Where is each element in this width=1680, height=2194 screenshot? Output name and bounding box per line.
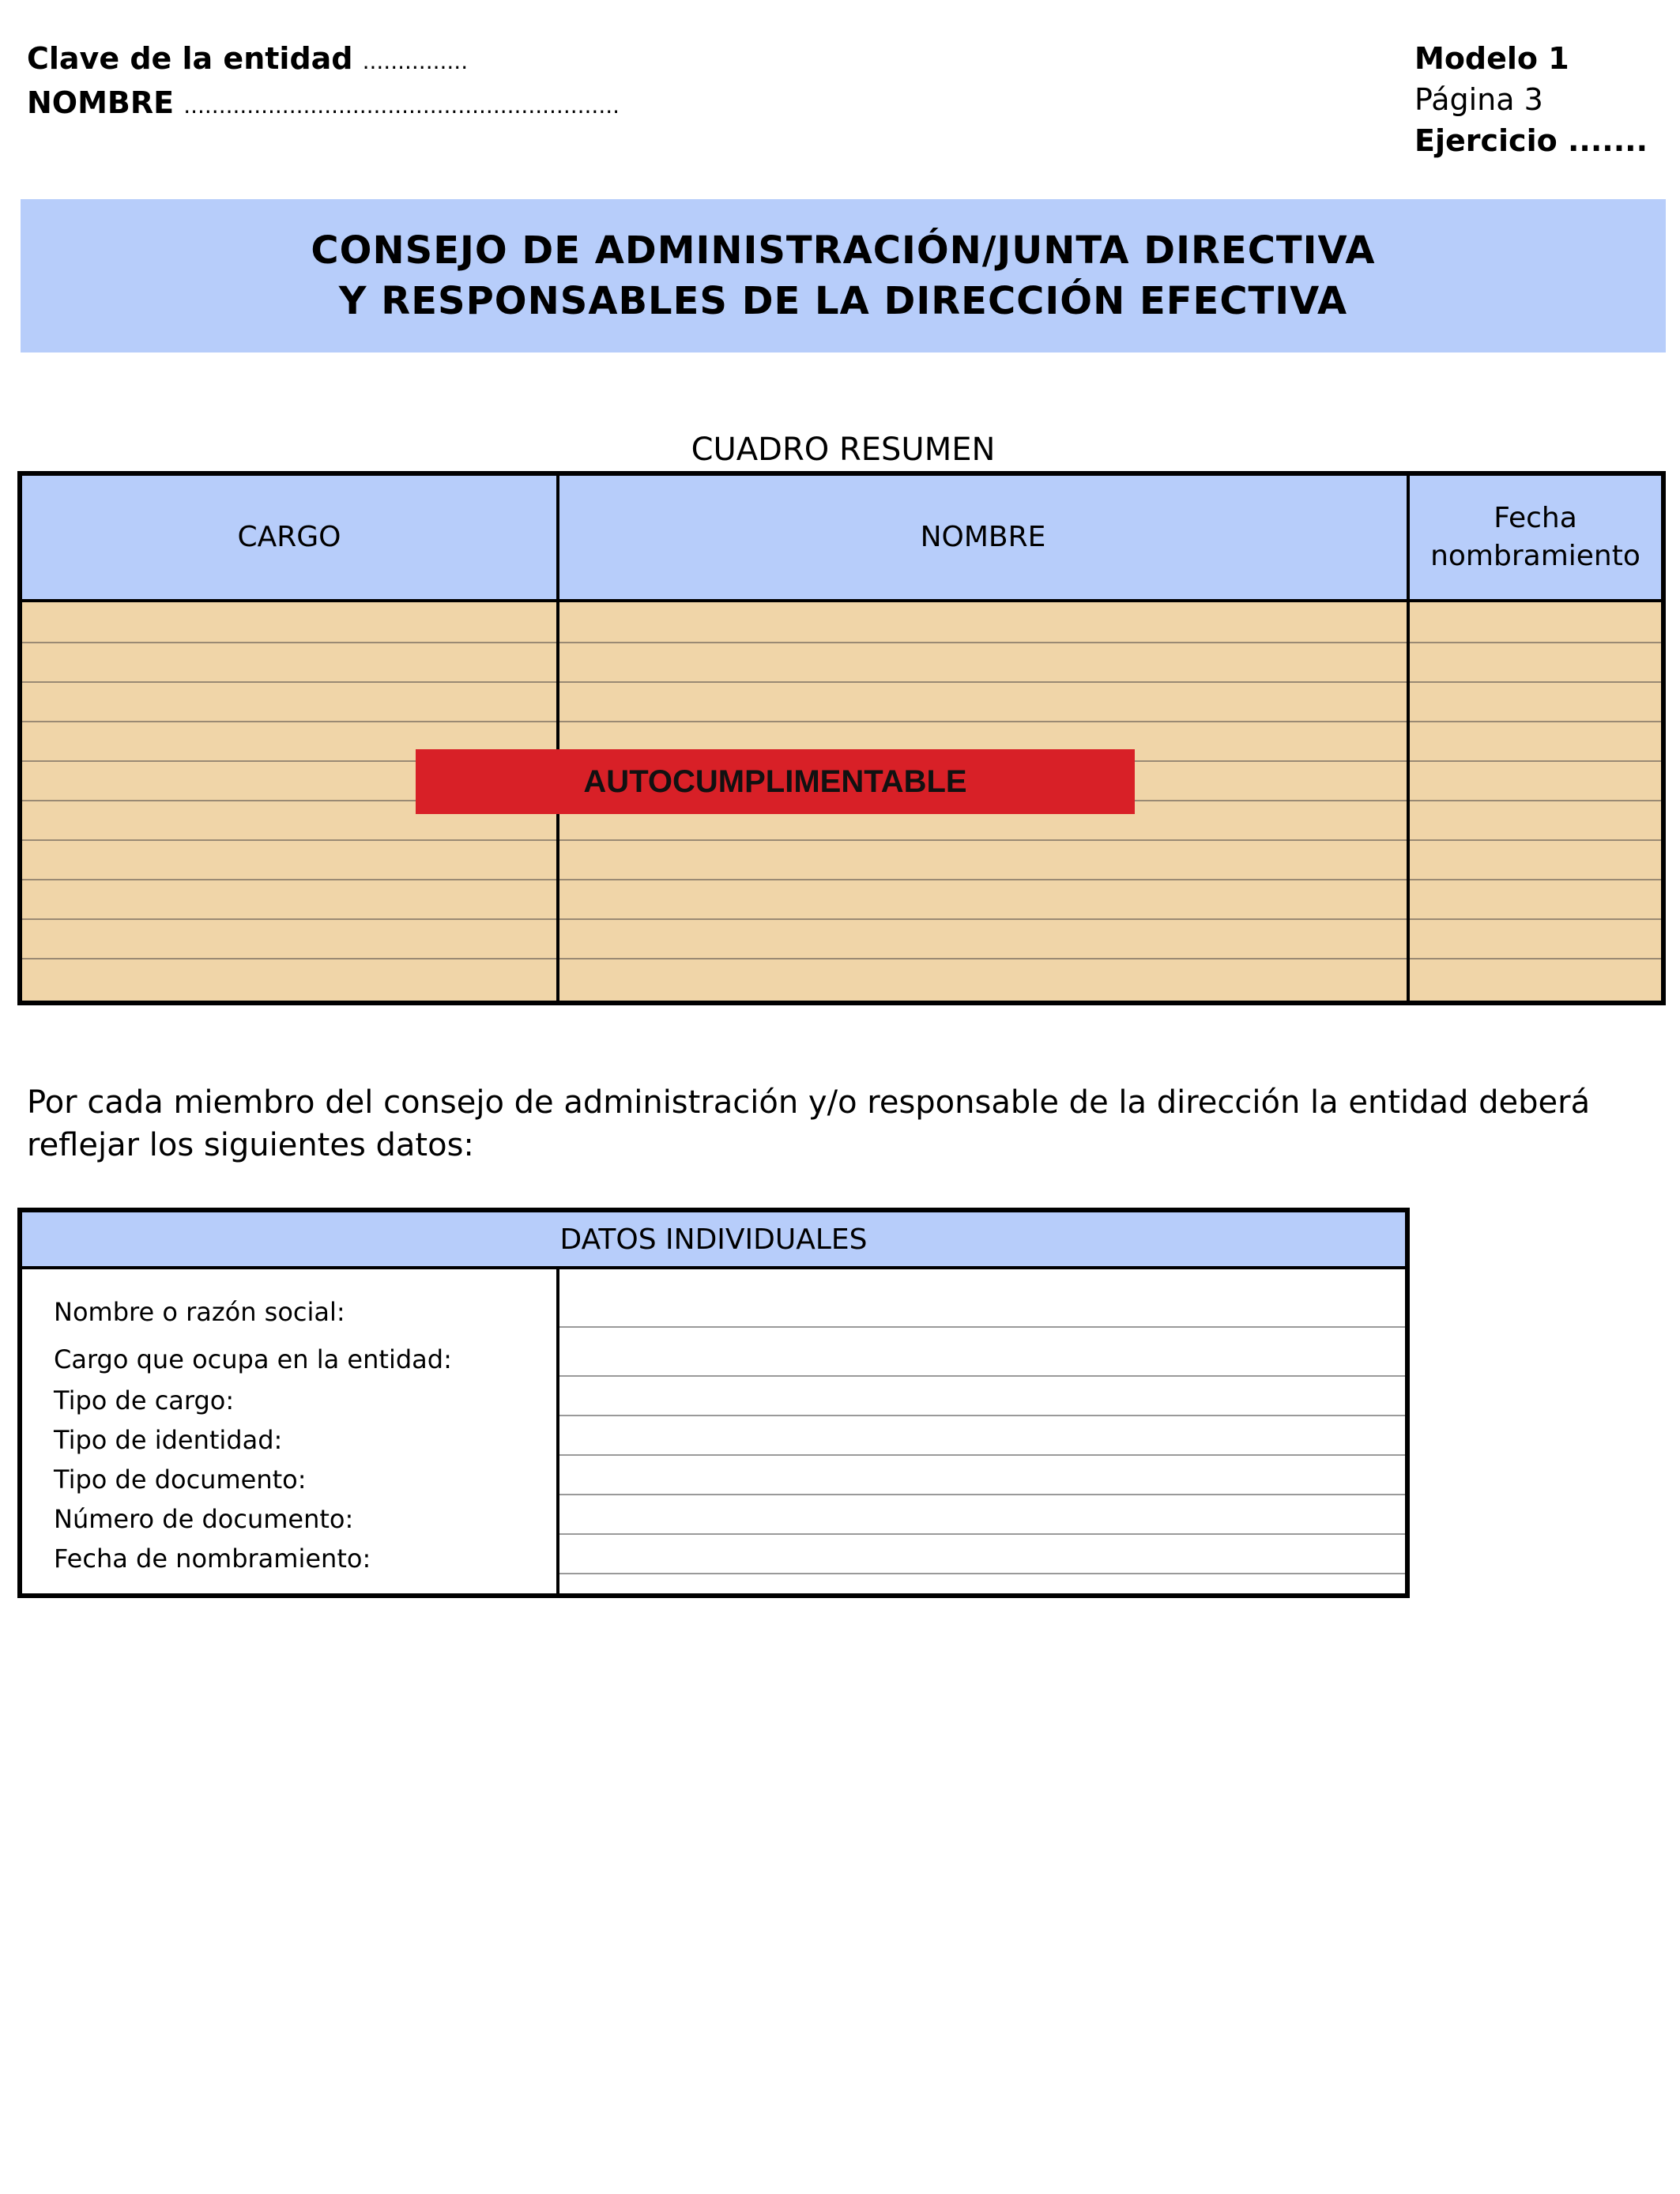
ejercicio-label: Ejercicio bbox=[1414, 123, 1558, 158]
field-input-line[interactable] bbox=[559, 1375, 1405, 1377]
row-divider bbox=[22, 642, 1661, 643]
summary-title: CUADRO RESUMEN bbox=[691, 432, 996, 468]
field-label-tipo-cargo: Tipo de cargo: bbox=[54, 1385, 235, 1416]
field-label-nombre: Nombre o razón social: bbox=[54, 1297, 345, 1327]
field-input-line[interactable] bbox=[559, 1326, 1405, 1328]
datos-column-divider bbox=[556, 1269, 559, 1593]
pagina-label: Página 3 bbox=[1414, 82, 1543, 117]
summary-header-row bbox=[22, 476, 1661, 602]
col-fecha-line2: nombramiento bbox=[1430, 540, 1640, 572]
nombre-row bbox=[27, 82, 620, 126]
nombre-dots: .............................................................. bbox=[183, 92, 620, 119]
field-input-line[interactable] bbox=[559, 1533, 1405, 1535]
row-divider bbox=[22, 918, 1661, 920]
banner-title-line2: Y RESPONSABLES DE LA DIRECCIÓN EFECTIVA bbox=[338, 279, 1348, 323]
entity-header bbox=[27, 38, 620, 126]
field-input-line[interactable] bbox=[559, 1454, 1405, 1456]
title-banner bbox=[21, 199, 1666, 352]
nombre-label: NOMBRE bbox=[27, 85, 175, 120]
field-input-line[interactable] bbox=[559, 1494, 1405, 1495]
column-divider bbox=[556, 476, 559, 1001]
field-label-cargo: Cargo que ocupa en la entidad: bbox=[54, 1344, 452, 1374]
row-divider bbox=[22, 879, 1661, 880]
banner-title-line1: CONSEJO DE ADMINISTRACIÓN/JUNTA DIRECTIVA bbox=[311, 228, 1376, 273]
model-header bbox=[1414, 38, 1648, 161]
clave-row bbox=[27, 38, 620, 82]
clave-dots: ............... bbox=[362, 48, 469, 74]
datos-individuales-table bbox=[17, 1208, 1410, 1598]
row-divider bbox=[22, 958, 1661, 959]
field-label-tipo-identidad: Tipo de identidad: bbox=[54, 1425, 283, 1455]
row-divider bbox=[22, 721, 1661, 722]
autocumplimentable-stamp: AUTOCUMPLIMENTABLE bbox=[416, 749, 1135, 814]
col-fecha-header bbox=[1410, 476, 1661, 599]
clave-label: Clave de la entidad bbox=[27, 41, 353, 76]
field-label-fecha-nombramiento: Fecha de nombramiento: bbox=[54, 1544, 371, 1574]
field-label-numero-documento: Número de documento: bbox=[54, 1504, 354, 1534]
col-fecha-line1: Fecha bbox=[1494, 502, 1577, 534]
field-label-tipo-documento: Tipo de documento: bbox=[54, 1465, 307, 1495]
summary-table bbox=[17, 471, 1666, 1005]
ejercicio-dots: ....... bbox=[1567, 123, 1648, 158]
col-nombre-header: NOMBRE bbox=[920, 521, 1046, 553]
datos-header: DATOS INDIVIDUALES bbox=[22, 1212, 1405, 1269]
column-divider bbox=[1407, 476, 1410, 1001]
field-input-line[interactable] bbox=[559, 1573, 1405, 1574]
modelo-label: Modelo 1 bbox=[1414, 41, 1569, 76]
field-input-line[interactable] bbox=[559, 1415, 1405, 1416]
row-divider bbox=[22, 681, 1661, 683]
col-cargo-header: CARGO bbox=[237, 521, 341, 553]
ejercicio-row bbox=[1414, 120, 1648, 161]
row-divider bbox=[22, 839, 1661, 841]
instructions-text: Por cada miembro del consejo de administración y/o responsable de la dirección la entidad deberá reflejar los siguientes datos: bbox=[27, 1084, 1591, 1163]
